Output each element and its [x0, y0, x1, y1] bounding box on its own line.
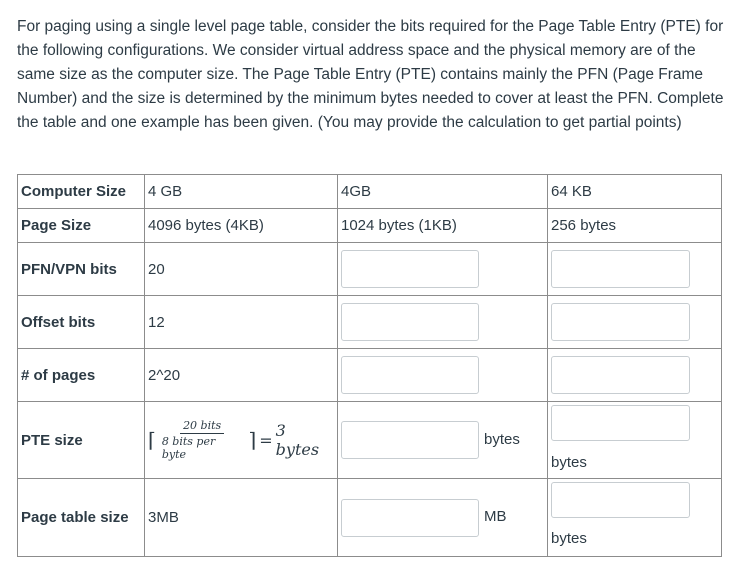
- row-label-offset-bits: Offset bits: [18, 296, 145, 349]
- page-table-size-unit-col3: MB: [484, 508, 507, 525]
- table-row-num-pages: [18, 349, 722, 402]
- page-table-size-example: 3MB: [145, 479, 338, 557]
- question-text: For paging using a single level page table, consider the bits required for the Page Table Entry (PTE) for the following configurations. We consider virtual address space and the physical memory are of the same size as the computer size. The Page Table Entry (PTE) contains mainly the PFN (Page Frame Number) and the size is determined by the minimum bytes needed to cover at least the PFN. Complete the table and one example has been given. (You may provide the calculation to get partial points): [17, 18, 724, 131]
- num-pages-cell-col3: [338, 349, 548, 402]
- page-table-size-cell-col4: [548, 479, 722, 557]
- row-label-num-pages: # of pages: [18, 349, 145, 402]
- row-label-pte-size: PTE size: [18, 402, 145, 479]
- ceil-right-symbol: ⌉: [248, 428, 257, 452]
- equals-sign: =: [259, 430, 273, 450]
- offset-bits-input-col4[interactable]: [551, 303, 690, 341]
- num-pages-input-col3[interactable]: [341, 356, 479, 394]
- pfn-vpn-bits-input-col4[interactable]: [551, 250, 690, 288]
- offset-bits-cell-col3: [338, 296, 548, 349]
- pte-size-formula: [148, 419, 334, 461]
- row-label-page-size: Page Size: [18, 209, 145, 243]
- offset-bits-example: 12: [145, 296, 338, 349]
- pte-size-cell-col3: [338, 402, 548, 479]
- page-table-size-input-col3[interactable]: [341, 499, 479, 537]
- pfn-vpn-bits-cell-col4: [548, 243, 722, 296]
- pte-size-input-col4[interactable]: [551, 405, 690, 441]
- page-table-size-unit-col4: bytes: [551, 530, 587, 547]
- table-row-offset-bits: [18, 296, 722, 349]
- pfn-vpn-bits-example: 20: [145, 243, 338, 296]
- pte-size-cell-col4: [548, 402, 722, 479]
- pte-fraction-numerator: 20 bits: [180, 419, 224, 434]
- pfn-vpn-bits-input-col3[interactable]: [341, 250, 479, 288]
- computer-size-col4: 64 KB: [548, 175, 722, 209]
- pte-size-result: 3 bytes: [275, 421, 320, 459]
- page-size-col4: 256 bytes: [548, 209, 722, 243]
- table-row-page-size: [18, 209, 722, 243]
- computer-size-example: 4 GB: [145, 175, 338, 209]
- row-label-page-table-size: Page table size: [18, 479, 145, 557]
- table-row-pfn-vpn-bits: [18, 243, 722, 296]
- table-row-pte-size: [18, 402, 722, 479]
- num-pages-example: 2^20: [145, 349, 338, 402]
- row-label-pfn-vpn-bits: PFN/VPN bits: [18, 243, 145, 296]
- pte-size-unit-col4: bytes: [551, 454, 587, 471]
- num-pages-cell-col4: [548, 349, 722, 402]
- pte-fraction: [159, 419, 246, 461]
- pfn-vpn-bits-cell-col3: [338, 243, 548, 296]
- page-size-col3: 1024 bytes (1KB): [338, 209, 548, 243]
- pte-size-example: [145, 402, 338, 479]
- ceil-left-symbol: ⌈: [148, 428, 156, 452]
- pte-fraction-denominator: 8 bits per byte: [161, 435, 216, 461]
- row-label-computer-size: Computer Size: [18, 175, 145, 209]
- paging-table: [17, 174, 722, 557]
- table-row-page-table-size: [18, 479, 722, 557]
- pte-size-unit-col3: bytes: [484, 431, 520, 448]
- page-table-size-input-col4[interactable]: [551, 482, 690, 518]
- offset-bits-cell-col4: [548, 296, 722, 349]
- num-pages-input-col4[interactable]: [551, 356, 690, 394]
- table-row-computer-size: [18, 175, 722, 209]
- computer-size-col3: 4GB: [338, 175, 548, 209]
- pte-size-input-col3[interactable]: [341, 421, 479, 459]
- page-table-size-cell-col3: [338, 479, 548, 557]
- offset-bits-input-col3[interactable]: [341, 303, 479, 341]
- page-size-example: 4096 bytes (4KB): [145, 209, 338, 243]
